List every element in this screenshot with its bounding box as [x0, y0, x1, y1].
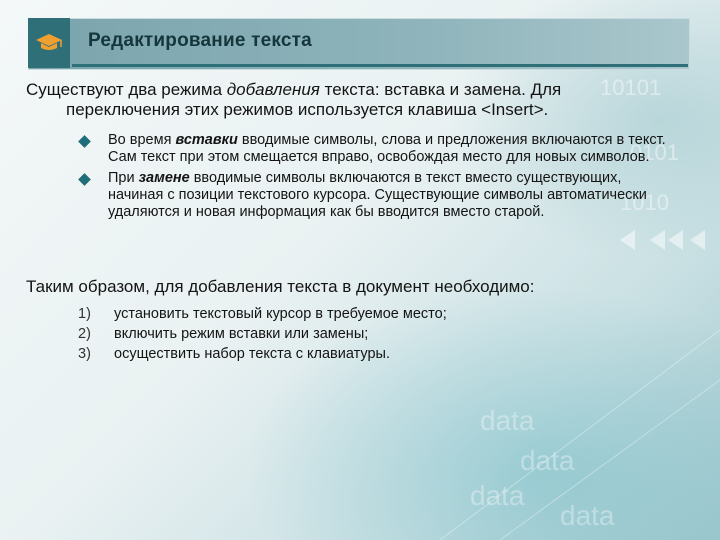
diamond-bullet-icon	[78, 173, 91, 186]
step-text: включить режим вставки или замены;	[114, 326, 369, 342]
logo-box	[28, 18, 70, 68]
title-underline	[72, 64, 688, 67]
bullet-list	[80, 132, 680, 225]
bullet-text: При	[108, 170, 139, 186]
bullet-emphasis: вставки	[175, 132, 238, 148]
intro-paragraph	[26, 80, 696, 120]
intro-text: Существуют два режима	[26, 80, 227, 99]
list-item	[80, 132, 680, 166]
intro-emphasis: добавления	[226, 80, 320, 99]
svg-text:10101: 10101	[600, 75, 662, 100]
steps-list	[78, 304, 678, 364]
step-number: 1)	[78, 306, 91, 322]
page-title: Редактирование текста	[88, 30, 312, 51]
svg-text:1010: 1010	[620, 190, 669, 215]
bullet-text-cont: вводимые символы включаются в текст вместо существующих, начиная с позиции текстового курсора. Существующие символы автоматически удаляются и новая информация как бы вводится вместо старой.	[108, 170, 647, 220]
svg-text:data: data	[480, 405, 535, 436]
svg-text:data: data	[560, 500, 615, 531]
list-item	[78, 304, 678, 324]
bullet-text: Во время	[108, 132, 176, 148]
svg-text:data: data	[520, 445, 575, 476]
diamond-bullet-icon	[78, 135, 91, 148]
list-item	[80, 170, 680, 221]
list-item	[78, 324, 678, 344]
summary-paragraph: Таким образом, для добавления текста в документ необходимо:	[26, 277, 535, 296]
intro-text-cont: текста: вставка и замена. Для	[319, 80, 562, 99]
bullet-text-cont: вводимые символы, слова и предложения включаются в текст. Сам текст при этом смещается вправо, освобождая место для новых символов.	[108, 132, 666, 165]
svg-text:0101: 0101	[630, 140, 679, 165]
step-number: 3)	[78, 346, 91, 362]
bullet-emphasis: замене	[138, 170, 190, 186]
step-text: установить текстовый курсор в требуемое место;	[114, 306, 447, 322]
intro-line-2: переключения этих режимов используется клавиша <Insert>.	[66, 100, 549, 119]
step-text: осуществить набор текста с клавиатуры.	[114, 346, 390, 362]
graduation-cap-icon	[35, 32, 63, 54]
list-item	[78, 344, 678, 364]
svg-text:data: data	[470, 480, 525, 511]
step-number: 2)	[78, 326, 91, 342]
